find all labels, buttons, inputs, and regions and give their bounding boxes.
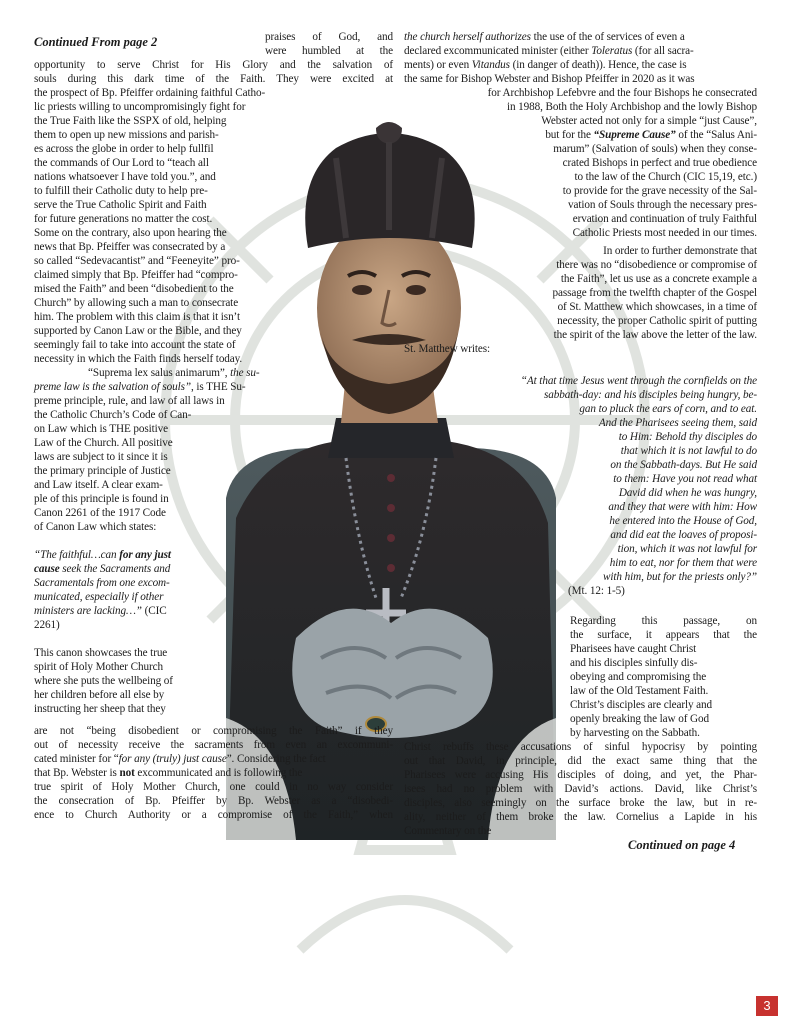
canon-quote-line: ministers are lacking…” (CIC xyxy=(34,605,167,617)
body-line: crated Bishops in perfect and true obedience xyxy=(562,157,757,169)
body-line: there was no “disobedience or compromise of xyxy=(556,259,757,271)
body-line: In order to further demonstrate that xyxy=(603,245,757,257)
body-line: laws are subject to it since it is xyxy=(34,451,168,463)
matthew-quote-line: on the Sabbath-days. But He said xyxy=(610,459,757,471)
body-line: where she puts the wellbeing of xyxy=(34,675,173,687)
body-line: openly breaking the law of God xyxy=(570,713,709,725)
body-line: the Catholic Church’s Code of Can- xyxy=(34,409,192,421)
canon-quote-line: Sacramentals from one excom- xyxy=(34,577,170,589)
body-line: seemingly fail to take into account the state of xyxy=(34,339,236,351)
continued-from-heading: Continued From page 2 xyxy=(34,35,158,49)
matthew-quote-line: tion, which it was not lawful for xyxy=(617,543,757,555)
body-line: out that David, in principle, did the exact same thing that the xyxy=(404,755,757,767)
body-line: necessity in which the Faith finds herself today. xyxy=(34,353,243,365)
body-line: of Canon Law which states: xyxy=(34,521,157,533)
body-line: are not “being disobedient or compromising the Faith” if they xyxy=(34,725,393,737)
body-line: serve the True Catholic Spirit and Faith xyxy=(34,199,207,211)
body-line: supported by Canon Law or the Bible, and they xyxy=(34,325,242,337)
matthew-quote-line: to Him: Behold thy disciples do xyxy=(618,431,757,443)
body-line: for future generations no matter the cost. xyxy=(34,213,213,225)
body-line: but for the “Supreme Cause” of the “Salus Ani- xyxy=(545,129,757,141)
matthew-quote-line: and did eat the loaves of proposi- xyxy=(610,529,757,541)
body-line: isees had no problem with David’s actions. David, like Christ’s xyxy=(404,783,757,795)
body-line: passage from the twelfth chapter of the Gospel xyxy=(552,287,757,299)
body-line: marum” (Salvation of souls) when they conse- xyxy=(553,143,757,155)
canon-quote-line: “The faithful…can for any just xyxy=(34,549,171,561)
body-line: to provide for the grave necessity of the Sal- xyxy=(562,185,757,197)
body-line: news that Bp. Pfeiffer was consecrated by a xyxy=(34,241,226,253)
body-line: the same for Bishop Webster and Bishop Pfeiffer in 2020 as it was xyxy=(404,73,695,85)
body-line: the Faith”, let us use as a concrete example a xyxy=(560,273,757,285)
body-line: mised the Faith” and been “disobedient to the xyxy=(34,283,234,295)
body-line: Commentary on the xyxy=(404,825,492,837)
body-line: her children before all else by xyxy=(34,689,165,701)
matthew-quote-line: with him, but for the priests only?” xyxy=(603,571,757,583)
body-line: nations whatsoever I have told you.”, and xyxy=(34,171,216,183)
body-line: so called “Sedevacantist” and “Feeneyite” pro- xyxy=(34,255,240,267)
page-number-badge: 3 xyxy=(756,996,778,1016)
body-line: opportunity to serve Christ for His Glory and the salvation of xyxy=(34,59,393,71)
body-line: es across the globe in order to help fullfil xyxy=(34,143,214,155)
body-line: Some on the contrary, also upon hearing the xyxy=(34,227,227,239)
matthew-quote-line: sabbath-day: and his disciples being hungry, be- xyxy=(543,389,757,401)
matthew-quote-line: him to eat, nor for them that were xyxy=(609,557,757,569)
canon-quote-line: municated, especially if other xyxy=(34,591,164,603)
matthew-quote-line: to them: Have you not read what xyxy=(613,473,757,485)
body-line: Church” by allowing such a man to consecrate xyxy=(34,297,239,309)
matthew-quote-line: “At that time Jesus went through the cornfields on the xyxy=(520,375,757,387)
body-line: Regarding this passage, on xyxy=(570,615,757,627)
body-line: the commands of Our Lord to “teach all xyxy=(34,157,209,169)
body-line: Christ rebuffs these accusations of sinful hypocrisy by pointing xyxy=(404,741,757,753)
body-line: Catholic Priests most needed in our times. xyxy=(572,227,757,239)
body-line: Christ’s disciples are clearly and xyxy=(570,699,712,711)
body-line: St. Matthew writes: xyxy=(404,343,491,355)
body-line: law of the Old Testament Faith. xyxy=(570,685,709,697)
body-line: disciples, also seemingly on the surface broke the law, but in re- xyxy=(404,797,757,809)
body-line: spirit of Holy Mother Church xyxy=(34,661,163,673)
matthew-quote-line: he entered into the House of God, xyxy=(609,515,757,527)
body-line: Webster acted not only for a simple “just Cause”, xyxy=(541,115,757,127)
body-line: to the law of the Church (CIC 15,19, etc.) xyxy=(574,171,757,183)
body-line: them to open up new missions and parish- xyxy=(34,129,219,141)
body-line: and his disciples sinfully dis- xyxy=(570,657,698,669)
matthew-quote-line: and they that were with him: How xyxy=(608,501,757,513)
body-line: Pharisees have caught Christ xyxy=(570,643,697,655)
body-line: to fulfill their Catholic duty to help pre- xyxy=(34,185,208,197)
body-line: ality, neither of them broke the law. Cornelius a Lapide in his xyxy=(404,811,757,823)
body-line: praises of God, and xyxy=(265,31,393,43)
body-line: the prospect of Bp. Pfeiffer ordaining faithful Catho- xyxy=(34,87,266,99)
body-line: the primary principle of Justice xyxy=(34,465,171,477)
body-line: Pharisees were accusing His disciples of doing, and yet, the Phar- xyxy=(404,769,757,781)
body-line: obeying and compromising the xyxy=(570,671,707,683)
body-line: souls during this dark time of the Faith. They were excited at xyxy=(34,73,393,85)
body-line: him. The problem with this claim is that it isn’t xyxy=(34,311,240,323)
matthew-quote-line: David did when he was hungry, xyxy=(618,487,757,499)
body-line: ervation and continuation of truly Faithful xyxy=(572,213,757,225)
body-line: the surface, it appears that the xyxy=(570,629,757,641)
canon-quote-line: cause seek the Sacraments and xyxy=(34,563,171,575)
body-line: instructing her sheep that they xyxy=(34,703,166,715)
body-line: declared excommunicated minister (either Toleratus (for all sacra- xyxy=(404,45,694,57)
matthew-quote-line: gan to pluck the ears of corn, and to eat. xyxy=(579,403,757,415)
body-line: Law of the Church. All positive xyxy=(34,437,173,449)
body-line: for Archbishop Lefebvre and the four Bishops he consecrated xyxy=(487,87,757,99)
canon-quote-line: 2261) xyxy=(34,619,60,631)
body-line: by harvesting on the Sabbath. xyxy=(570,727,700,739)
body-line: the consecration of Bp. Pfeiffer by Bp. Webster as a “disobedi- xyxy=(34,795,393,807)
body-line: Canon 2261 of the 1917 Code xyxy=(34,507,166,519)
body-line: preme law is the salvation of souls”, is THE Su- xyxy=(34,381,246,393)
body-line: ence to Church Authority or a compromise of the Faith,” when xyxy=(34,809,393,821)
body-line: vation of Souls through the necessary pres- xyxy=(568,199,757,211)
matthew-quote-line: And the Pharisees seeing them, said xyxy=(598,417,757,429)
body-line: ments) or even Vitandus (in danger of death)). Hence, the case is xyxy=(404,59,687,71)
body-line: of St. Matthew which showcases, in a time of xyxy=(557,301,757,313)
body-line: cated minister for “for any (truly) just cause”. Considering the fact xyxy=(34,753,326,765)
body-line: ple of this principle is found in xyxy=(34,493,169,505)
body-line: preme principle, rule, and law of all laws in xyxy=(34,395,225,407)
body-line: out of necessity receive the sacraments from even an excommuni- xyxy=(34,739,393,751)
body-line: necessity, the proper Catholic spirit of putting xyxy=(557,315,757,327)
body-line: lic priests willing to uncompromisingly fight for xyxy=(34,101,246,113)
body-line: “Suprema lex salus animarum”, the su- xyxy=(88,367,260,379)
body-line: were humbled at the xyxy=(265,45,393,57)
body-line: the True Faith like the SSPX of old, helping xyxy=(34,115,227,127)
continued-on-footer: Continued on page 4 xyxy=(628,838,736,852)
body-line: claimed simply that Bp. Pfeiffer had “compro- xyxy=(34,269,238,281)
body-line: that Bp. Webster is not excommunicated and is following the xyxy=(34,767,303,779)
body-line: the church herself authorizes the use of the of services of even a xyxy=(404,31,685,43)
body-line: in 1988, Both the Holy Archbishop and the lowly Bishop xyxy=(506,101,757,113)
body-line: on Law which is THE positive xyxy=(34,423,169,435)
matthew-quote-line: that which it is not lawful to do xyxy=(620,445,757,457)
body-line: true spirit of Holy Mother Church, one could in no way consider xyxy=(34,781,393,793)
body-line: the spirit of the law above the letter of the law. xyxy=(553,329,757,341)
body-line: This canon showcases the true xyxy=(34,647,168,659)
matthew-quote-citation: (Mt. 12: 1-5) xyxy=(568,585,625,597)
body-line: and Law itself. A clear exam- xyxy=(34,479,163,491)
